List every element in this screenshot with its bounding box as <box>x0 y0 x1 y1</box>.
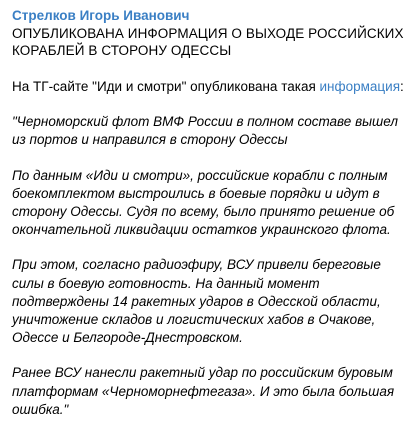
intro-text: На ТГ-сайте "Иди и смотри" опубликована такая <box>12 79 320 94</box>
intro-end: : <box>400 79 404 94</box>
quote-paragraph-4: Ранее ВСУ нанесли ракетный удар по российским буровым платформам «Черноморнефтегаза». И это была большая ошибка." <box>12 365 395 417</box>
quote-paragraph-1: "Черноморский флот ВМФ России в полном составе вышел из портов и направился в сторону Одессы <box>12 114 398 148</box>
post-headline: ОПУБЛИКОВАНА ИНФОРМАЦИЯ О ВЫХОДЕ РОССИЙСКИХ КОРАБЛЕЙ В СТОРОНУ ОДЕССЫ <box>12 26 404 58</box>
quote-paragraph-3: При этом, согласно радиоэфиру, ВСУ привели береговые силы в боевую готовность. На данный момент подтверждены 14 ракетных ударов в Одесской области, уничтожение складов и логистических хабов в Очакове, Одессе и Белгороде-Днестровском. <box>12 257 381 346</box>
quote-paragraph-2: По данным «Иди и смотри», российские корабли с полным боекомплектом выстроились в боевые порядки и идут в сторону Одессы. Судя по всему, было принято решение об окончательной ликвидации остатков украинского флота. <box>12 167 395 238</box>
information-link[interactable]: информация <box>319 79 401 94</box>
post-author-name[interactable]: Стрелков Игорь Иванович <box>12 8 190 23</box>
intro-paragraph <box>12 78 405 96</box>
